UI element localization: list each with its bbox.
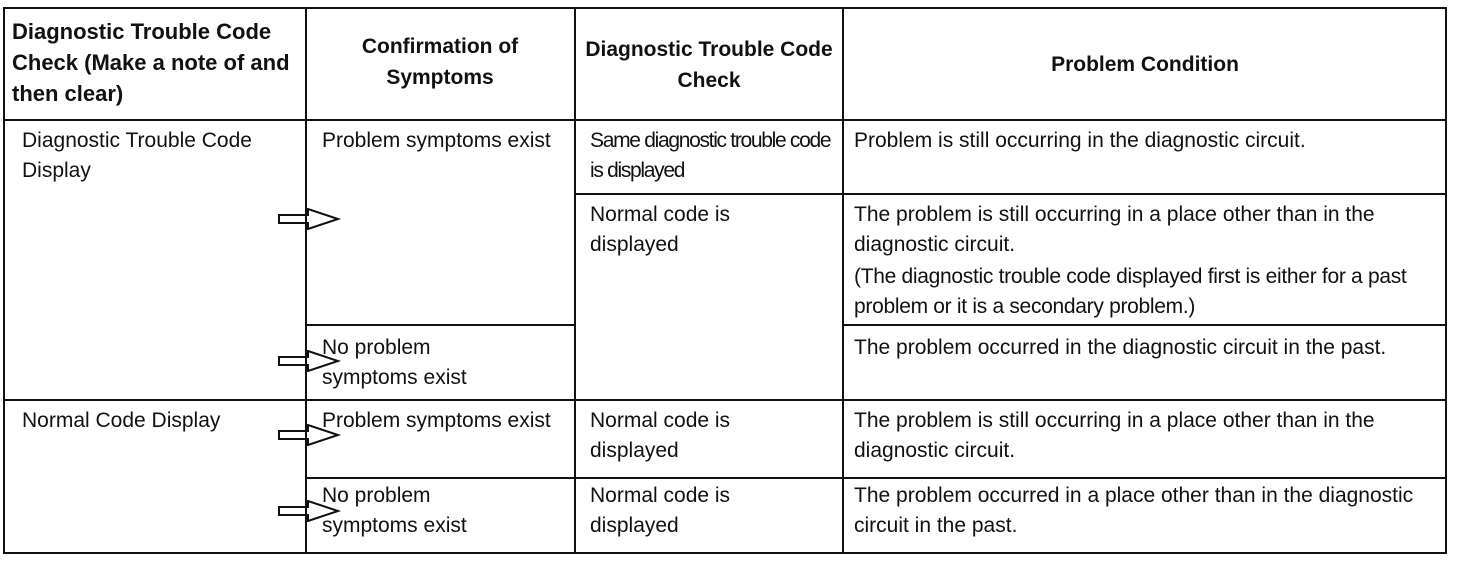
right-arrow-icon: [278, 208, 342, 230]
problem-condition-cell: The problem is still occurring in a place other than in the diagnostic circuit.: [854, 409, 1375, 462]
code-check-cell: Same diagnostic trouble code is displayed: [590, 129, 831, 182]
row-label-dtc-display: Diagnostic Trouble Code Display: [22, 129, 252, 182]
problem-condition-note: (The diagnostic trouble code displayed first is either for a past problem or it is a secondary problem.): [854, 265, 1407, 318]
header-dtc-check-clear: Diagnostic Trouble Code Check (Make a note of and then clear): [12, 19, 290, 106]
code-check-cell: Normal code is displayed: [590, 203, 731, 256]
symptom-cell: Problem symptoms exist: [322, 129, 551, 152]
symptom-cell: No problem symptoms exist: [322, 484, 467, 537]
row-label-normal-display: Normal Code Display: [22, 409, 221, 432]
symptom-cell: Problem symptoms exist: [322, 409, 551, 432]
problem-condition-cell: The problem is still occurring in a place other than in the diagnostic circuit.: [854, 203, 1375, 256]
header-problem-condition: Problem Condition: [1051, 53, 1239, 76]
header-confirmation-of-symptoms: Confirmation of Symptoms: [361, 35, 519, 89]
header-dtc-check: Diagnostic Trouble Code Check: [585, 38, 833, 92]
code-check-cell: Normal code is displayed: [590, 484, 731, 537]
problem-condition-cell: The problem occurred in the diagnostic circuit in the past.: [854, 336, 1387, 359]
code-check-cell: Normal code is displayed: [590, 409, 731, 462]
problem-condition-cell: The problem occurred in a place other than in the diagnostic circuit in the past.: [854, 484, 1414, 537]
symptom-cell: No problem symptoms exist: [322, 336, 467, 389]
problem-condition-cell: Problem is still occurring in the diagnostic circuit.: [854, 129, 1306, 152]
